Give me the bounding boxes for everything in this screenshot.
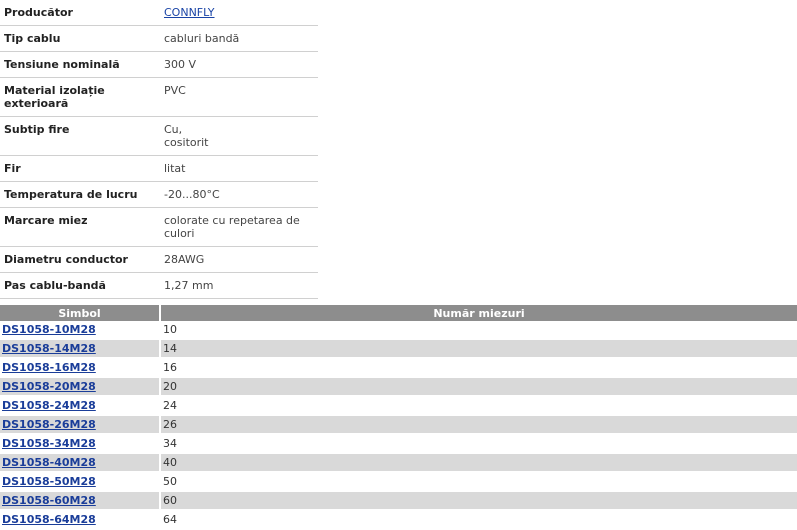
spec-value: 1,27 mm	[160, 273, 318, 299]
spec-value: cabluri bandă	[160, 26, 318, 52]
manufacturer-link[interactable]: CONNFLY	[164, 6, 215, 19]
core-count: 10	[160, 321, 797, 339]
column-header-symbol[interactable]: Simbol	[0, 305, 160, 321]
table-row	[0, 358, 797, 377]
table-row	[0, 491, 797, 510]
core-count: 16	[160, 358, 797, 377]
table-row	[0, 434, 797, 453]
product-link[interactable]: DS1058-34M28	[2, 437, 96, 450]
table-header-row	[0, 305, 797, 321]
spec-row-wire-subtype	[0, 117, 318, 156]
spec-value: litat	[160, 156, 318, 182]
table-row	[0, 339, 797, 358]
spec-value: -20...80°C	[160, 182, 318, 208]
spec-row-manufacturer	[0, 0, 318, 26]
column-header-cores[interactable]: Număr miezuri	[160, 305, 797, 321]
core-count: 50	[160, 472, 797, 491]
spec-label: Pas cablu-bandă	[0, 273, 160, 299]
spec-label: Subtip fire	[0, 117, 160, 156]
spec-row-wire	[0, 156, 318, 182]
spec-label: Tensiune nominală	[0, 52, 160, 78]
core-count: 40	[160, 453, 797, 472]
spec-label: Producător	[0, 0, 160, 26]
product-link[interactable]: DS1058-20M28	[2, 380, 96, 393]
table-row	[0, 510, 797, 529]
spec-row-insulation	[0, 78, 318, 117]
spec-value: 28AWG	[160, 247, 318, 273]
spec-label: Diametru conductor	[0, 247, 160, 273]
product-specs-table	[0, 0, 318, 299]
product-link[interactable]: DS1058-24M28	[2, 399, 96, 412]
table-row	[0, 415, 797, 434]
table-row	[0, 453, 797, 472]
core-count: 60	[160, 491, 797, 510]
table-row	[0, 472, 797, 491]
spec-row-pitch	[0, 273, 318, 299]
spec-row-core-marking	[0, 208, 318, 247]
core-count: 14	[160, 339, 797, 358]
spec-label: Marcare miez	[0, 208, 160, 247]
spec-label: Tip cablu	[0, 26, 160, 52]
spec-label: Fir	[0, 156, 160, 182]
spec-value: Cu,	[164, 123, 183, 136]
core-count: 26	[160, 415, 797, 434]
spec-label: Material izolație exterioară	[0, 78, 160, 117]
product-link[interactable]: DS1058-60M28	[2, 494, 96, 507]
spec-value: colorate cu repetarea de culori	[160, 208, 318, 247]
spec-value-line2: cositorit	[164, 136, 209, 149]
spec-label: Temperatura de lucru	[0, 182, 160, 208]
product-link[interactable]: DS1058-26M28	[2, 418, 96, 431]
table-row	[0, 396, 797, 415]
product-link[interactable]: DS1058-10M28	[2, 323, 96, 336]
spec-row-conductor-diameter	[0, 247, 318, 273]
product-link[interactable]: DS1058-50M28	[2, 475, 96, 488]
spec-row-temperature	[0, 182, 318, 208]
table-row	[0, 321, 797, 339]
spec-row-rated-voltage	[0, 52, 318, 78]
spec-value: PVC	[160, 78, 318, 117]
product-link[interactable]: DS1058-16M28	[2, 361, 96, 374]
core-count: 20	[160, 377, 797, 396]
product-link[interactable]: DS1058-40M28	[2, 456, 96, 469]
core-count: 34	[160, 434, 797, 453]
product-link[interactable]: DS1058-14M28	[2, 342, 96, 355]
spec-row-cable-type	[0, 26, 318, 52]
spec-value: 300 V	[160, 52, 318, 78]
core-count: 64	[160, 510, 797, 529]
table-row	[0, 377, 797, 396]
core-count: 24	[160, 396, 797, 415]
product-link[interactable]: DS1058-64M28	[2, 513, 96, 526]
variants-table	[0, 305, 797, 530]
